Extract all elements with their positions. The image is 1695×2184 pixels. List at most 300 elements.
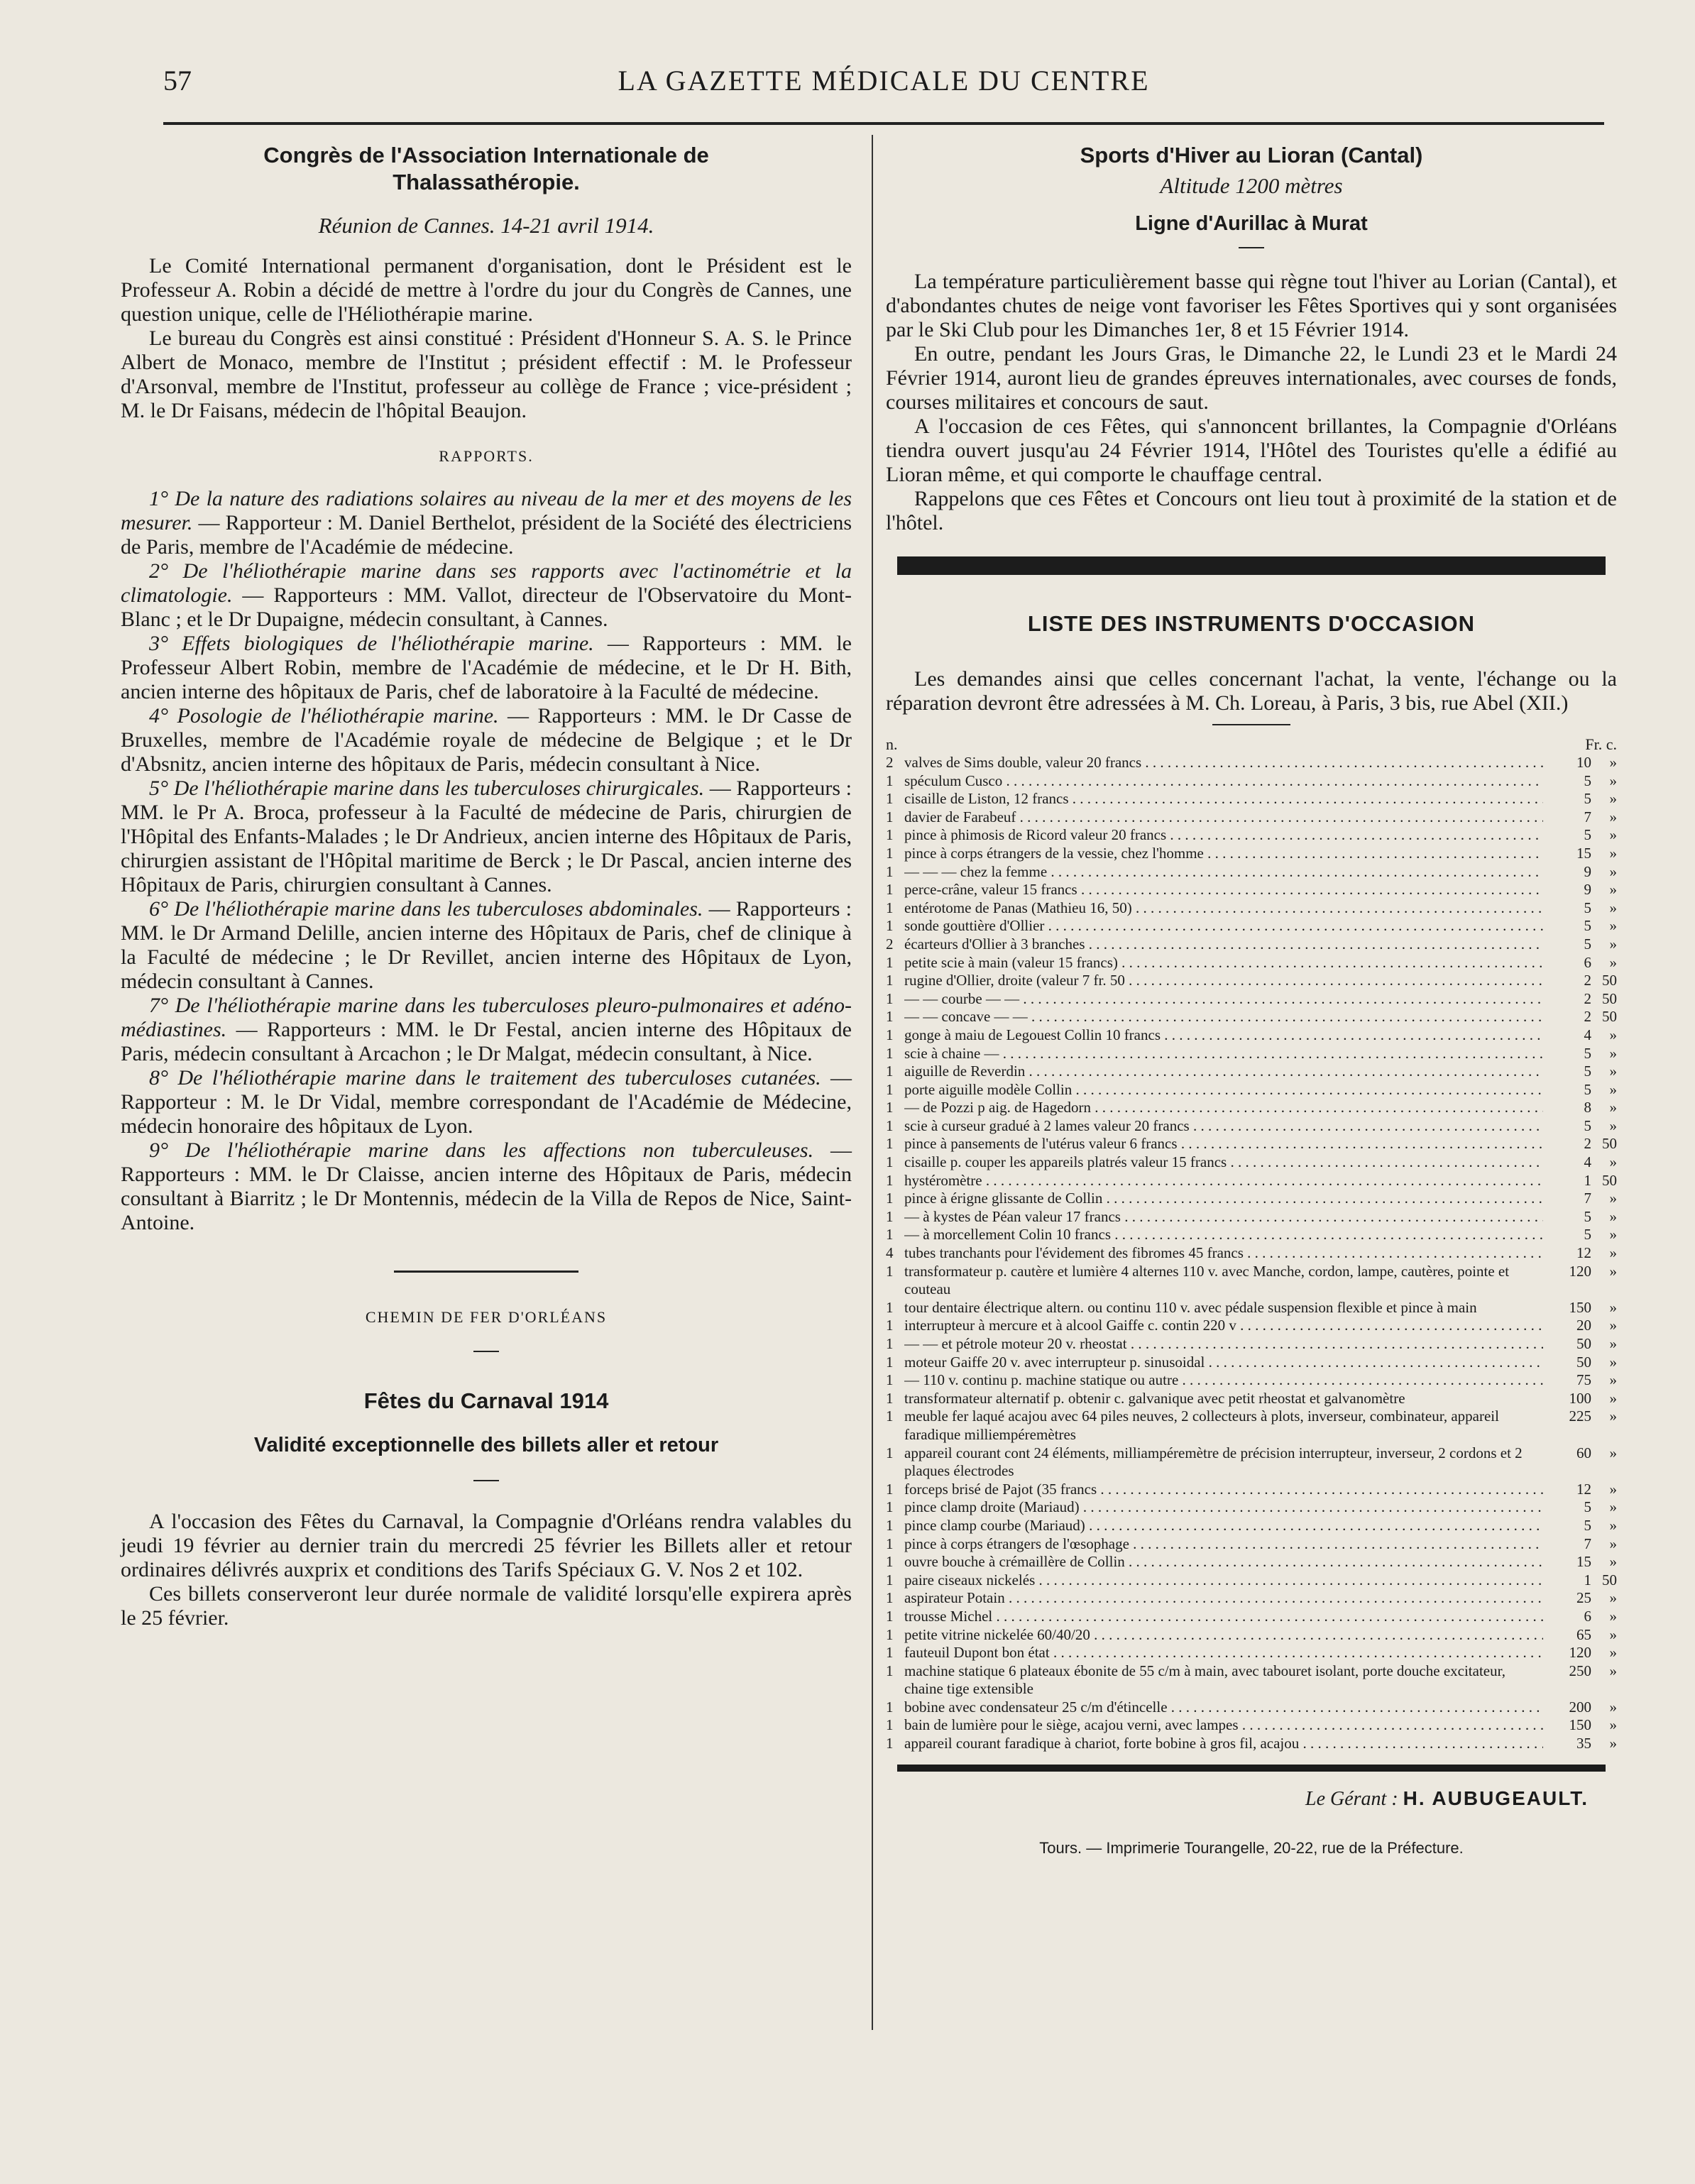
instrument-description: — à morcellement Colin 10 francs . . . bbox=[904, 1226, 1543, 1244]
instrument-price-francs: 5 bbox=[1584, 826, 1591, 844]
instrument-price-centimes: » bbox=[1609, 1371, 1617, 1389]
instrument-price-francs: 25 bbox=[1576, 1589, 1591, 1607]
page-header bbox=[163, 64, 1604, 106]
instrument-description: — à kystes de Péan valeur 17 francs . . . bbox=[904, 1208, 1543, 1227]
instrument-quantity: 1 bbox=[886, 1207, 894, 1225]
instrument-quantity: 1 bbox=[886, 1226, 894, 1244]
instrument-description: bain de lumière pour le siège, acajou verni, avec lampes . . . bbox=[904, 1716, 1543, 1735]
instrument-description: pince à pansements de l'utérus valeur 6 francs . . . bbox=[904, 1135, 1543, 1153]
instrument-price-centimes: » bbox=[1609, 1262, 1617, 1280]
instrument-row bbox=[886, 1608, 1617, 1626]
instrument-quantity: 1 bbox=[886, 1171, 894, 1189]
short-rule bbox=[1212, 724, 1290, 725]
instrument-row bbox=[886, 1498, 1617, 1517]
instrument-description: aspirateur Potain . . . bbox=[904, 1589, 1543, 1608]
instrument-row bbox=[886, 863, 1617, 882]
instrument-price-centimes: » bbox=[1609, 1298, 1617, 1316]
instrument-quantity: 1 bbox=[886, 862, 894, 880]
instrument-description: scie à chaine — . . . bbox=[904, 1045, 1543, 1063]
congres-title: Congrès de l'Association Internationale de Thalassathéropie. bbox=[263, 143, 709, 194]
congres-paragraph: Le Comité International permanent d'organisation, dont le Président est le Professeur A. Robin a décidé de mettre à l'ordre du jour du Congrès de Cannes, une question unique, celle de l'Héliothérapie marine. bbox=[121, 254, 852, 326]
instrument-row bbox=[886, 1626, 1617, 1645]
sports-paragraph: La température particulièrement basse qui règne tout l'hiver au Lorian (Cantal), et d'abondantes chutes de neige vont favoriser les Fêtes Sportives qui y sont organisées par le Ski Club pour les Dimanches 1er, 8 et 15 Février 1914. bbox=[886, 270, 1617, 341]
instrument-quantity: 1 bbox=[886, 1008, 894, 1026]
rapport-topic: 8° De l'héliothérapie marine dans le traitement des tuberculoses cutanées. bbox=[149, 1066, 821, 1090]
instrument-row bbox=[886, 1172, 1617, 1190]
instrument-quantity: 1 bbox=[886, 1516, 894, 1534]
instrument-quantity: 1 bbox=[886, 1625, 894, 1643]
instrument-price-centimes: » bbox=[1609, 1044, 1617, 1062]
congres-article bbox=[121, 142, 852, 1235]
instrument-price-francs: 150 bbox=[1569, 1716, 1591, 1734]
instrument-row bbox=[886, 1735, 1617, 1753]
instrument-description: moteur Gaiffe 20 v. avec interrupteur p. sinusoidal . . . bbox=[904, 1354, 1543, 1372]
instrument-quantity: 1 bbox=[886, 1607, 894, 1625]
instrument-description: pince à érigne glissante de Collin . . . bbox=[904, 1190, 1543, 1208]
instrument-row bbox=[886, 1517, 1617, 1535]
rapport-details: — Rapporteur : M. le Dr Vidal, membre correspondant de l'Académie de Médecine, médecin honoraire des hôpitaux de Lyon. bbox=[121, 1066, 852, 1138]
instrument-quantity: 1 bbox=[886, 899, 894, 916]
rapport-details: — Rapporteurs : MM. le Dr Casse de Bruxelles, membre de l'Académie royale de médecine de Belgique ; et le Dr d'Absnitz, ancien interne des hôpitaux de Paris, médecin consultant à Nice. bbox=[121, 704, 852, 776]
instrument-quantity: 1 bbox=[886, 1389, 894, 1407]
instrument-quantity: 1 bbox=[886, 1535, 894, 1552]
instrument-description: transformateur p. cautère et lumière 4 alternes 110 v. avec Manche, cordon, lampe, cautères, pointe et couteau bbox=[904, 1262, 1510, 1298]
instrument-price-centimes: » bbox=[1609, 935, 1617, 953]
instrument-price-francs: 20 bbox=[1576, 1317, 1591, 1334]
instrument-price-francs: 15 bbox=[1576, 844, 1591, 862]
printer-imprint: Tours. — Imprimerie Tourangelle, 20-22, rue de la Préfecture. bbox=[1039, 1838, 1464, 1857]
instrument-row bbox=[886, 1390, 1617, 1408]
instrument-price-centimes: » bbox=[1609, 953, 1617, 971]
instrument-price-centimes: » bbox=[1609, 1498, 1617, 1516]
instrument-price-centimes: » bbox=[1609, 772, 1617, 789]
instrument-price-centimes: » bbox=[1609, 1444, 1617, 1461]
orleans-heading: CHEMIN DE FER D'ORLÉANS bbox=[365, 1308, 608, 1326]
instrument-description: trousse Michel . . . bbox=[904, 1608, 1543, 1626]
instrument-description: entérotome de Panas (Mathieu 16, 50) . . . bbox=[904, 899, 1543, 918]
left-column bbox=[121, 135, 852, 1630]
instrument-row bbox=[886, 917, 1617, 935]
instrument-description: — — courbe — — . . . bbox=[904, 990, 1543, 1009]
instrument-price-francs: 50 bbox=[1576, 1353, 1591, 1371]
instrument-price-francs: 5 bbox=[1584, 1516, 1591, 1534]
instrument-description: gonge à maiu de Legouest Collin 10 francs . . . bbox=[904, 1026, 1543, 1045]
instrument-price-francs: 1 bbox=[1584, 1571, 1591, 1588]
instrument-row bbox=[886, 1317, 1617, 1335]
instrument-quantity: 1 bbox=[886, 1407, 894, 1425]
instrument-price-francs: 5 bbox=[1584, 1226, 1591, 1244]
instrument-row bbox=[886, 1662, 1617, 1699]
sports-paragraph: En outre, pendant les Jours Gras, le Dimanche 22, le Lundi 23 et le Mardi 24 Février 1914, auront lieu de grandes épreuves internationales, avec courses de fonds, courses militaires et concours de saut. bbox=[886, 342, 1617, 414]
instrument-quantity: 1 bbox=[886, 972, 894, 989]
rapport-topic: 4° Posologie de l'héliothérapie marine. bbox=[149, 704, 499, 728]
instrument-price-centimes: 50 bbox=[1602, 1571, 1617, 1588]
instrument-price-centimes: » bbox=[1609, 1317, 1617, 1334]
rapport-details: — Rapporteurs : MM. Vallot, directeur de l'Observatoire du Mont-Blanc ; et le Dr Dupaigne, médecin consultant, à Cannes. bbox=[121, 583, 852, 631]
instrument-quantity: 1 bbox=[886, 1063, 894, 1080]
instrument-price-centimes: » bbox=[1609, 881, 1617, 899]
instrument-description: écarteurs d'Ollier à 3 branches . . . bbox=[904, 935, 1543, 954]
instrument-row bbox=[886, 1045, 1617, 1063]
instrument-description: interrupteur à mercure et à alcool Gaiffe c. contin 220 v . . . bbox=[904, 1317, 1543, 1335]
instrument-price-centimes: » bbox=[1609, 1625, 1617, 1643]
instrument-price-francs: 250 bbox=[1569, 1662, 1591, 1679]
instrument-price-centimes: » bbox=[1609, 1589, 1617, 1607]
instrument-row bbox=[886, 1481, 1617, 1499]
instrument-price-centimes: » bbox=[1609, 1480, 1617, 1498]
instrument-price-francs: 10 bbox=[1576, 754, 1591, 771]
instrument-price-francs: 5 bbox=[1584, 1044, 1591, 1062]
instrument-quantity: 1 bbox=[886, 1662, 894, 1679]
instrument-price-centimes: » bbox=[1609, 1116, 1617, 1134]
rapport-details: — Rapporteurs : MM. le Professeur Albert Robin, membre de l'Académie de médecine, et le Dr H. Bith, ancien interne des hôpitaux de Paris, chef de laboratoire à la Faculté de médecine. bbox=[121, 632, 852, 703]
rapport-topic: 1° De la nature des radiations solaires au niveau de la mer et des moyens de les mesurer. bbox=[121, 487, 852, 534]
instrument-description: petite scie à main (valeur 15 francs) . . . bbox=[904, 954, 1543, 972]
instrument-description: cisaille de Liston, 12 francs . . . bbox=[904, 790, 1543, 808]
instrument-description: — de Pozzi p aig. de Hagedorn . . . bbox=[904, 1099, 1543, 1117]
instrument-price-francs: 75 bbox=[1576, 1371, 1591, 1389]
instrument-price-francs: 225 bbox=[1569, 1407, 1591, 1425]
instrument-quantity: 1 bbox=[886, 1080, 894, 1098]
instrument-description: pince clamp droite (Mariaud) . . . bbox=[904, 1498, 1543, 1517]
rapport-topic: 6° De l'héliothérapie marine dans les tuberculoses abdominales. bbox=[149, 897, 703, 921]
instrument-description: sonde gouttière d'Ollier . . . bbox=[904, 917, 1543, 935]
instrument-row bbox=[886, 754, 1617, 772]
instrument-quantity: 1 bbox=[886, 1099, 894, 1116]
short-rule bbox=[1239, 247, 1264, 248]
rapport-topic: 2° De l'héliothérapie marine dans ses rapports avec l'actinométrie et la climatologie. bbox=[121, 559, 852, 607]
instrument-row bbox=[886, 1444, 1617, 1481]
instrument-quantity: 1 bbox=[886, 1553, 894, 1571]
instrument-description: valves de Sims double, valeur 20 francs . . . bbox=[904, 754, 1543, 772]
instrument-row bbox=[886, 1244, 1617, 1263]
instrument-price-centimes: 50 bbox=[1602, 989, 1617, 1007]
instrument-quantity: 1 bbox=[886, 1262, 894, 1280]
gerant-line bbox=[886, 1787, 1617, 1811]
sports-paragraph: A l'occasion de ces Fêtes, qui s'annoncent brillantes, la Compagnie d'Orléans tiendra ouvert jusqu'au 24 Février 1914, l'Hôtel des Touristes qu'elle a édifié au Lioran même, et qui comporte le chauffage central. bbox=[886, 415, 1617, 486]
instrument-description: — 110 v. continu p. machine statique ou autre . . . bbox=[904, 1371, 1543, 1390]
instrument-row bbox=[886, 826, 1617, 845]
sports-article bbox=[886, 142, 1617, 535]
instrument-quantity: 1 bbox=[886, 808, 894, 825]
instrument-description: forceps brisé de Pajot (35 francs . . . bbox=[904, 1481, 1543, 1499]
instrument-quantity: 1 bbox=[886, 772, 894, 789]
instrument-price-centimes: » bbox=[1609, 1099, 1617, 1116]
rapport-item bbox=[121, 1066, 852, 1138]
instrument-description: cisaille p. couper les appareils platrés valeur 15 francs . . . bbox=[904, 1153, 1543, 1172]
instrument-price-centimes: » bbox=[1609, 1407, 1617, 1425]
instrument-description: davier de Farabeuf . . . bbox=[904, 808, 1543, 827]
short-rule bbox=[473, 1351, 499, 1352]
instrument-price-francs: 5 bbox=[1584, 899, 1591, 916]
instrument-price-francs: 9 bbox=[1584, 881, 1591, 899]
instrument-quantity: 1 bbox=[886, 1698, 894, 1716]
instrument-row bbox=[886, 954, 1617, 972]
instruments-section bbox=[886, 610, 1617, 1753]
instrument-price-francs: 6 bbox=[1584, 953, 1591, 971]
instrument-quantity: 1 bbox=[886, 1298, 894, 1316]
instrument-price-francs: 12 bbox=[1576, 1244, 1591, 1262]
instrument-price-centimes: » bbox=[1609, 1026, 1617, 1043]
sports-title: Sports d'Hiver au Lioran (Cantal) bbox=[1080, 143, 1423, 168]
congres-subtitle: Réunion de Cannes. 14-21 avril 1914. bbox=[318, 213, 654, 238]
instrument-quantity: 1 bbox=[886, 1480, 894, 1498]
instrument-description: aiguille de Reverdin . . . bbox=[904, 1063, 1543, 1081]
instruments-table bbox=[886, 735, 1617, 1753]
ornamental-band bbox=[897, 1765, 1606, 1772]
instrument-row bbox=[886, 1571, 1617, 1590]
instrument-price-francs: 60 bbox=[1576, 1444, 1591, 1461]
instrument-price-centimes: » bbox=[1609, 1662, 1617, 1679]
congres-paragraph: Le bureau du Congrès est ainsi constitué : Président d'Honneur S. A. S. le Prince Albert de Monaco, membre de l'Institut ; président effectif : M. le Professeur d'Arsonval, membre de l'Institut, professeur au collège de France ; vice-président ; M. le Dr Faisans, médecin de l'hôpital Beaujon. bbox=[121, 326, 852, 422]
rapports-list bbox=[121, 487, 852, 1235]
instrument-price-centimes: » bbox=[1609, 1226, 1617, 1244]
instrument-quantity: 1 bbox=[886, 1498, 894, 1516]
instrument-description: pince clamp courbe (Mariaud) . . . bbox=[904, 1517, 1543, 1535]
instrument-description: meuble fer laqué acajou avec 64 piles neuves, 2 collecteurs à plots, inverseur, combinateur, appareil faradique milliempéremètres bbox=[904, 1407, 1499, 1443]
instrument-price-centimes: » bbox=[1609, 1644, 1617, 1662]
instrument-price-francs: 200 bbox=[1569, 1698, 1591, 1716]
instrument-quantity: 2 bbox=[886, 935, 894, 953]
instrument-price-francs: 7 bbox=[1584, 1190, 1591, 1207]
instrument-price-centimes: » bbox=[1609, 899, 1617, 916]
rapport-details: — Rapporteur : M. Daniel Berthelot, président de la Société des électriciens de Paris, membre de l'Académie de médecine. bbox=[121, 511, 852, 559]
right-column bbox=[886, 135, 1617, 1858]
instrument-description: pince à phimosis de Ricord valeur 20 francs . . . bbox=[904, 826, 1543, 845]
instrument-price-centimes: » bbox=[1609, 1389, 1617, 1407]
instrument-quantity: 1 bbox=[886, 989, 894, 1007]
instrument-price-francs: 120 bbox=[1569, 1262, 1591, 1280]
carnaval-paragraph: Ces billets conserveront leur durée normale de validité lorsqu'elle expirera après le 25 février. bbox=[121, 1582, 852, 1630]
instrument-row bbox=[886, 1716, 1617, 1735]
rapport-topic: 3° Effets biologiques de l'héliothérapie marine. bbox=[149, 632, 594, 655]
running-title: LA GAZETTE MÉDICALE DU CENTRE bbox=[618, 65, 1150, 97]
instrument-price-francs: 5 bbox=[1584, 772, 1591, 789]
instrument-description: hystéromètre . . . bbox=[904, 1172, 1543, 1190]
instrument-quantity: 1 bbox=[886, 1116, 894, 1134]
instrument-quantity: 1 bbox=[886, 1571, 894, 1588]
rapports-heading: RAPPORTS. bbox=[439, 447, 534, 465]
column-divider bbox=[872, 135, 873, 2030]
instrument-price-centimes: 50 bbox=[1602, 972, 1617, 989]
rapport-item bbox=[121, 897, 852, 994]
instrument-description: ouvre bouche à crémaillère de Collin . . . bbox=[904, 1553, 1543, 1571]
instrument-quantity: 1 bbox=[886, 1026, 894, 1043]
instrument-row bbox=[886, 1335, 1617, 1354]
instrument-description: — — et pétrole moteur 20 v. rheostat . . . bbox=[904, 1335, 1543, 1354]
instrument-price-francs: 2 bbox=[1584, 1135, 1591, 1153]
instrument-row bbox=[886, 1699, 1617, 1717]
rapport-item bbox=[121, 704, 852, 777]
instrument-price-francs: 65 bbox=[1576, 1625, 1591, 1643]
instrument-description: pince à corps étrangers de l'œsophage . . . bbox=[904, 1535, 1543, 1554]
instrument-description: fauteuil Dupont bon état . . . bbox=[904, 1644, 1543, 1662]
instrument-description: perce-crâne, valeur 15 francs . . . bbox=[904, 881, 1543, 899]
instrument-row bbox=[886, 808, 1617, 827]
instrument-price-centimes: » bbox=[1609, 1553, 1617, 1571]
instrument-row bbox=[886, 935, 1617, 954]
instrument-quantity: 1 bbox=[886, 1735, 894, 1752]
instrument-price-centimes: » bbox=[1609, 1207, 1617, 1225]
instrument-price-francs: 9 bbox=[1584, 862, 1591, 880]
instrument-description: appareil courant cont 24 éléments, milliampéremètre de précision interrupteur, inverseur, 2 cordons et 2 plaques électrodes bbox=[904, 1444, 1523, 1480]
instrument-price-centimes: » bbox=[1609, 754, 1617, 771]
instrument-price-centimes: » bbox=[1609, 844, 1617, 862]
instrument-description: bobine avec condensateur 25 c/m d'étincelle . . . bbox=[904, 1699, 1543, 1717]
instrument-price-centimes: » bbox=[1609, 826, 1617, 844]
instrument-price-francs: 4 bbox=[1584, 1026, 1591, 1043]
instrument-quantity: 1 bbox=[886, 1589, 894, 1607]
instrument-price-francs: 15 bbox=[1576, 1553, 1591, 1571]
instrument-description: petite vitrine nickelée 60/40/20 . . . bbox=[904, 1626, 1543, 1645]
instrument-price-francs: 120 bbox=[1569, 1644, 1591, 1662]
rapport-item bbox=[121, 777, 852, 897]
carnaval-title: Fêtes du Carnaval 1914 bbox=[363, 1388, 609, 1413]
instrument-quantity: 1 bbox=[886, 953, 894, 971]
page-number: 57 bbox=[163, 65, 192, 97]
instrument-description: paire ciseaux nickelés . . . bbox=[904, 1571, 1543, 1590]
instrument-price-centimes: » bbox=[1609, 1516, 1617, 1534]
instrument-row bbox=[886, 881, 1617, 899]
rapport-item bbox=[121, 1138, 852, 1235]
instrument-price-centimes: » bbox=[1609, 1607, 1617, 1625]
instrument-description: rugine d'Ollier, droite (valeur 7 fr. 50 . . . bbox=[904, 972, 1543, 990]
rapport-details: — Rapporteurs : MM. le Dr Claisse, ancien interne des Hôpitaux de Paris, médecin consultant à Biarritz ; le Dr Montennis, médecin de la Villa de Repos de Nice, Saint-Antoine. bbox=[121, 1138, 852, 1234]
quantity-column-header: n. bbox=[886, 735, 898, 753]
instrument-price-francs: 5 bbox=[1584, 1207, 1591, 1225]
rapport-item bbox=[121, 632, 852, 704]
section-separator bbox=[394, 1271, 578, 1273]
instruments-rows bbox=[886, 754, 1617, 1753]
instrument-quantity: 1 bbox=[886, 1317, 894, 1334]
instrument-price-centimes: » bbox=[1609, 1190, 1617, 1207]
rapport-item bbox=[121, 487, 852, 559]
instrument-description: spéculum Cusco . . . bbox=[904, 772, 1543, 791]
instrument-row bbox=[886, 972, 1617, 990]
instrument-row bbox=[886, 1553, 1617, 1571]
instrument-price-centimes: » bbox=[1609, 1698, 1617, 1716]
instrument-price-centimes: » bbox=[1609, 917, 1617, 935]
instrument-description: tour dentaire électrique altern. ou continu 110 v. avec pédale suspension flexible et pince à main bbox=[904, 1298, 1477, 1316]
instrument-row bbox=[886, 845, 1617, 863]
instrument-description: transformateur alternatif p. obtenir c. galvanique avec petit rheostat et galvanomètre bbox=[904, 1389, 1405, 1407]
carnaval-paragraph: A l'occasion des Fêtes du Carnaval, la Compagnie d'Orléans rendra valables du jeudi 19 février au dernier train du mercredi 25 février les Billets aller et retour ordinaires délivrés auxprix et conditions des Tarifs Spéciaux G. V. Nos 2 et 102. bbox=[121, 1510, 852, 1581]
instruments-intro: Les demandes ainsi que celles concernant l'achat, la vente, l'échange ou la réparation devront être adressées à M. Ch. Loreau, à Paris, 3 bis, rue Abel (XII.) bbox=[886, 667, 1617, 715]
instrument-price-francs: 12 bbox=[1576, 1480, 1591, 1498]
instrument-quantity: 1 bbox=[886, 844, 894, 862]
instrument-price-centimes: » bbox=[1609, 1535, 1617, 1552]
instrument-price-centimes: » bbox=[1609, 1080, 1617, 1098]
instrument-price-francs: 4 bbox=[1584, 1153, 1591, 1171]
instrument-quantity: 1 bbox=[886, 1044, 894, 1062]
sports-altitude: Altitude 1200 mètres bbox=[1160, 173, 1343, 198]
instrument-row bbox=[886, 1063, 1617, 1081]
gerant-name: H. AUBUGEAULT. bbox=[1403, 1787, 1589, 1809]
instrument-description: appareil courant faradique à chariot, forte bobine à gros fil, acajou . . . bbox=[904, 1735, 1543, 1753]
instrument-quantity: 1 bbox=[886, 1335, 894, 1352]
header-rule bbox=[163, 122, 1604, 125]
rapport-topic: 9° De l'héliothérapie marine dans les affections non tuberculeuses. bbox=[149, 1138, 814, 1162]
instrument-quantity: 1 bbox=[886, 1135, 894, 1153]
instrument-row bbox=[886, 1589, 1617, 1608]
instrument-quantity: 1 bbox=[886, 1353, 894, 1371]
instrument-quantity: 2 bbox=[886, 754, 894, 771]
instrument-row bbox=[886, 1190, 1617, 1208]
instrument-price-francs: 6 bbox=[1584, 1607, 1591, 1625]
instrument-price-centimes: 50 bbox=[1602, 1171, 1617, 1189]
instrument-price-francs: 5 bbox=[1584, 917, 1591, 935]
instrument-price-francs: 1 bbox=[1584, 1171, 1591, 1189]
instrument-quantity: 1 bbox=[886, 1371, 894, 1389]
instrument-price-centimes: » bbox=[1609, 808, 1617, 825]
rapport-item bbox=[121, 994, 852, 1066]
short-rule bbox=[473, 1480, 499, 1481]
instrument-price-francs: 5 bbox=[1584, 1063, 1591, 1080]
instrument-price-centimes: » bbox=[1609, 862, 1617, 880]
sports-line: Ligne d'Aurillac à Murat bbox=[1135, 212, 1368, 235]
instrument-price-francs: 2 bbox=[1584, 972, 1591, 989]
instrument-price-centimes: » bbox=[1609, 1153, 1617, 1171]
instrument-description: — — — chez la femme . . . bbox=[904, 863, 1543, 882]
rapport-details: — Rapporteurs : MM. le Dr Festal, ancien interne des Hôpitaux de Paris, médecin consultant à Arcachon ; le Dr Malgat, médecin consultant, à Nice. bbox=[121, 1018, 852, 1065]
instrument-row bbox=[886, 1299, 1617, 1317]
instrument-quantity: 1 bbox=[886, 790, 894, 808]
instrument-row bbox=[886, 1099, 1617, 1117]
instrument-row bbox=[886, 772, 1617, 791]
instrument-description: — — concave — — . . . bbox=[904, 1008, 1543, 1026]
instrument-row bbox=[886, 1644, 1617, 1662]
instrument-price-francs: 2 bbox=[1584, 989, 1591, 1007]
gerant-label: Le Gérant : bbox=[1305, 1787, 1403, 1810]
ornamental-band bbox=[897, 556, 1606, 575]
instrument-quantity: 1 bbox=[886, 1644, 894, 1662]
instrument-price-centimes: » bbox=[1609, 1716, 1617, 1734]
instrument-price-centimes: » bbox=[1609, 1353, 1617, 1371]
instrument-quantity: 1 bbox=[886, 917, 894, 935]
instrument-price-francs: 150 bbox=[1569, 1298, 1591, 1316]
instrument-row bbox=[886, 899, 1617, 918]
instrument-row bbox=[886, 990, 1617, 1009]
instrument-price-francs: 50 bbox=[1576, 1335, 1591, 1352]
instrument-row bbox=[886, 1153, 1617, 1172]
instrument-price-centimes: 50 bbox=[1602, 1135, 1617, 1153]
rapport-item bbox=[121, 559, 852, 632]
carnaval-subtitle: Validité exceptionnelle des billets aller et retour bbox=[253, 1434, 719, 1456]
price-column-header: Fr. c. bbox=[1585, 735, 1617, 753]
instrument-description: machine statique 6 plateaux ébonite de 55 c/m à main, avec tabouret isolant, porte douche excitateur, chaine tige extensible bbox=[904, 1662, 1506, 1698]
instrument-price-centimes: » bbox=[1609, 1735, 1617, 1752]
instrument-row bbox=[886, 1117, 1617, 1136]
instrument-price-francs: 5 bbox=[1584, 1116, 1591, 1134]
instrument-description: pince à corps étrangers de la vessie, chez l'homme . . . bbox=[904, 845, 1543, 863]
instrument-row bbox=[886, 1354, 1617, 1372]
instrument-row bbox=[886, 1535, 1617, 1554]
instrument-price-francs: 35 bbox=[1576, 1735, 1591, 1752]
instrument-row bbox=[886, 1081, 1617, 1099]
rapport-topic: 7° De l'héliothérapie marine dans les tuberculoses pleuro-pulmonaires et adéno-médiastines. bbox=[121, 994, 852, 1041]
instrument-row bbox=[886, 1135, 1617, 1153]
instrument-price-francs: 5 bbox=[1584, 935, 1591, 953]
instrument-description: porte aiguille modèle Collin . . . bbox=[904, 1081, 1543, 1099]
rapport-topic: 5° De l'héliothérapie marine dans les tuberculoses chirurgicales. bbox=[149, 777, 705, 800]
instruments-header bbox=[886, 735, 1617, 754]
instrument-description: tubes tranchants pour l'évidement des fibromes 45 francs . . . bbox=[904, 1244, 1543, 1263]
instrument-row bbox=[886, 1263, 1617, 1299]
orleans-article bbox=[121, 1308, 852, 1630]
instrument-quantity: 1 bbox=[886, 1444, 894, 1461]
instrument-price-francs: 100 bbox=[1569, 1389, 1591, 1407]
instruments-title: LISTE DES INSTRUMENTS D'OCCASION bbox=[1027, 611, 1476, 636]
